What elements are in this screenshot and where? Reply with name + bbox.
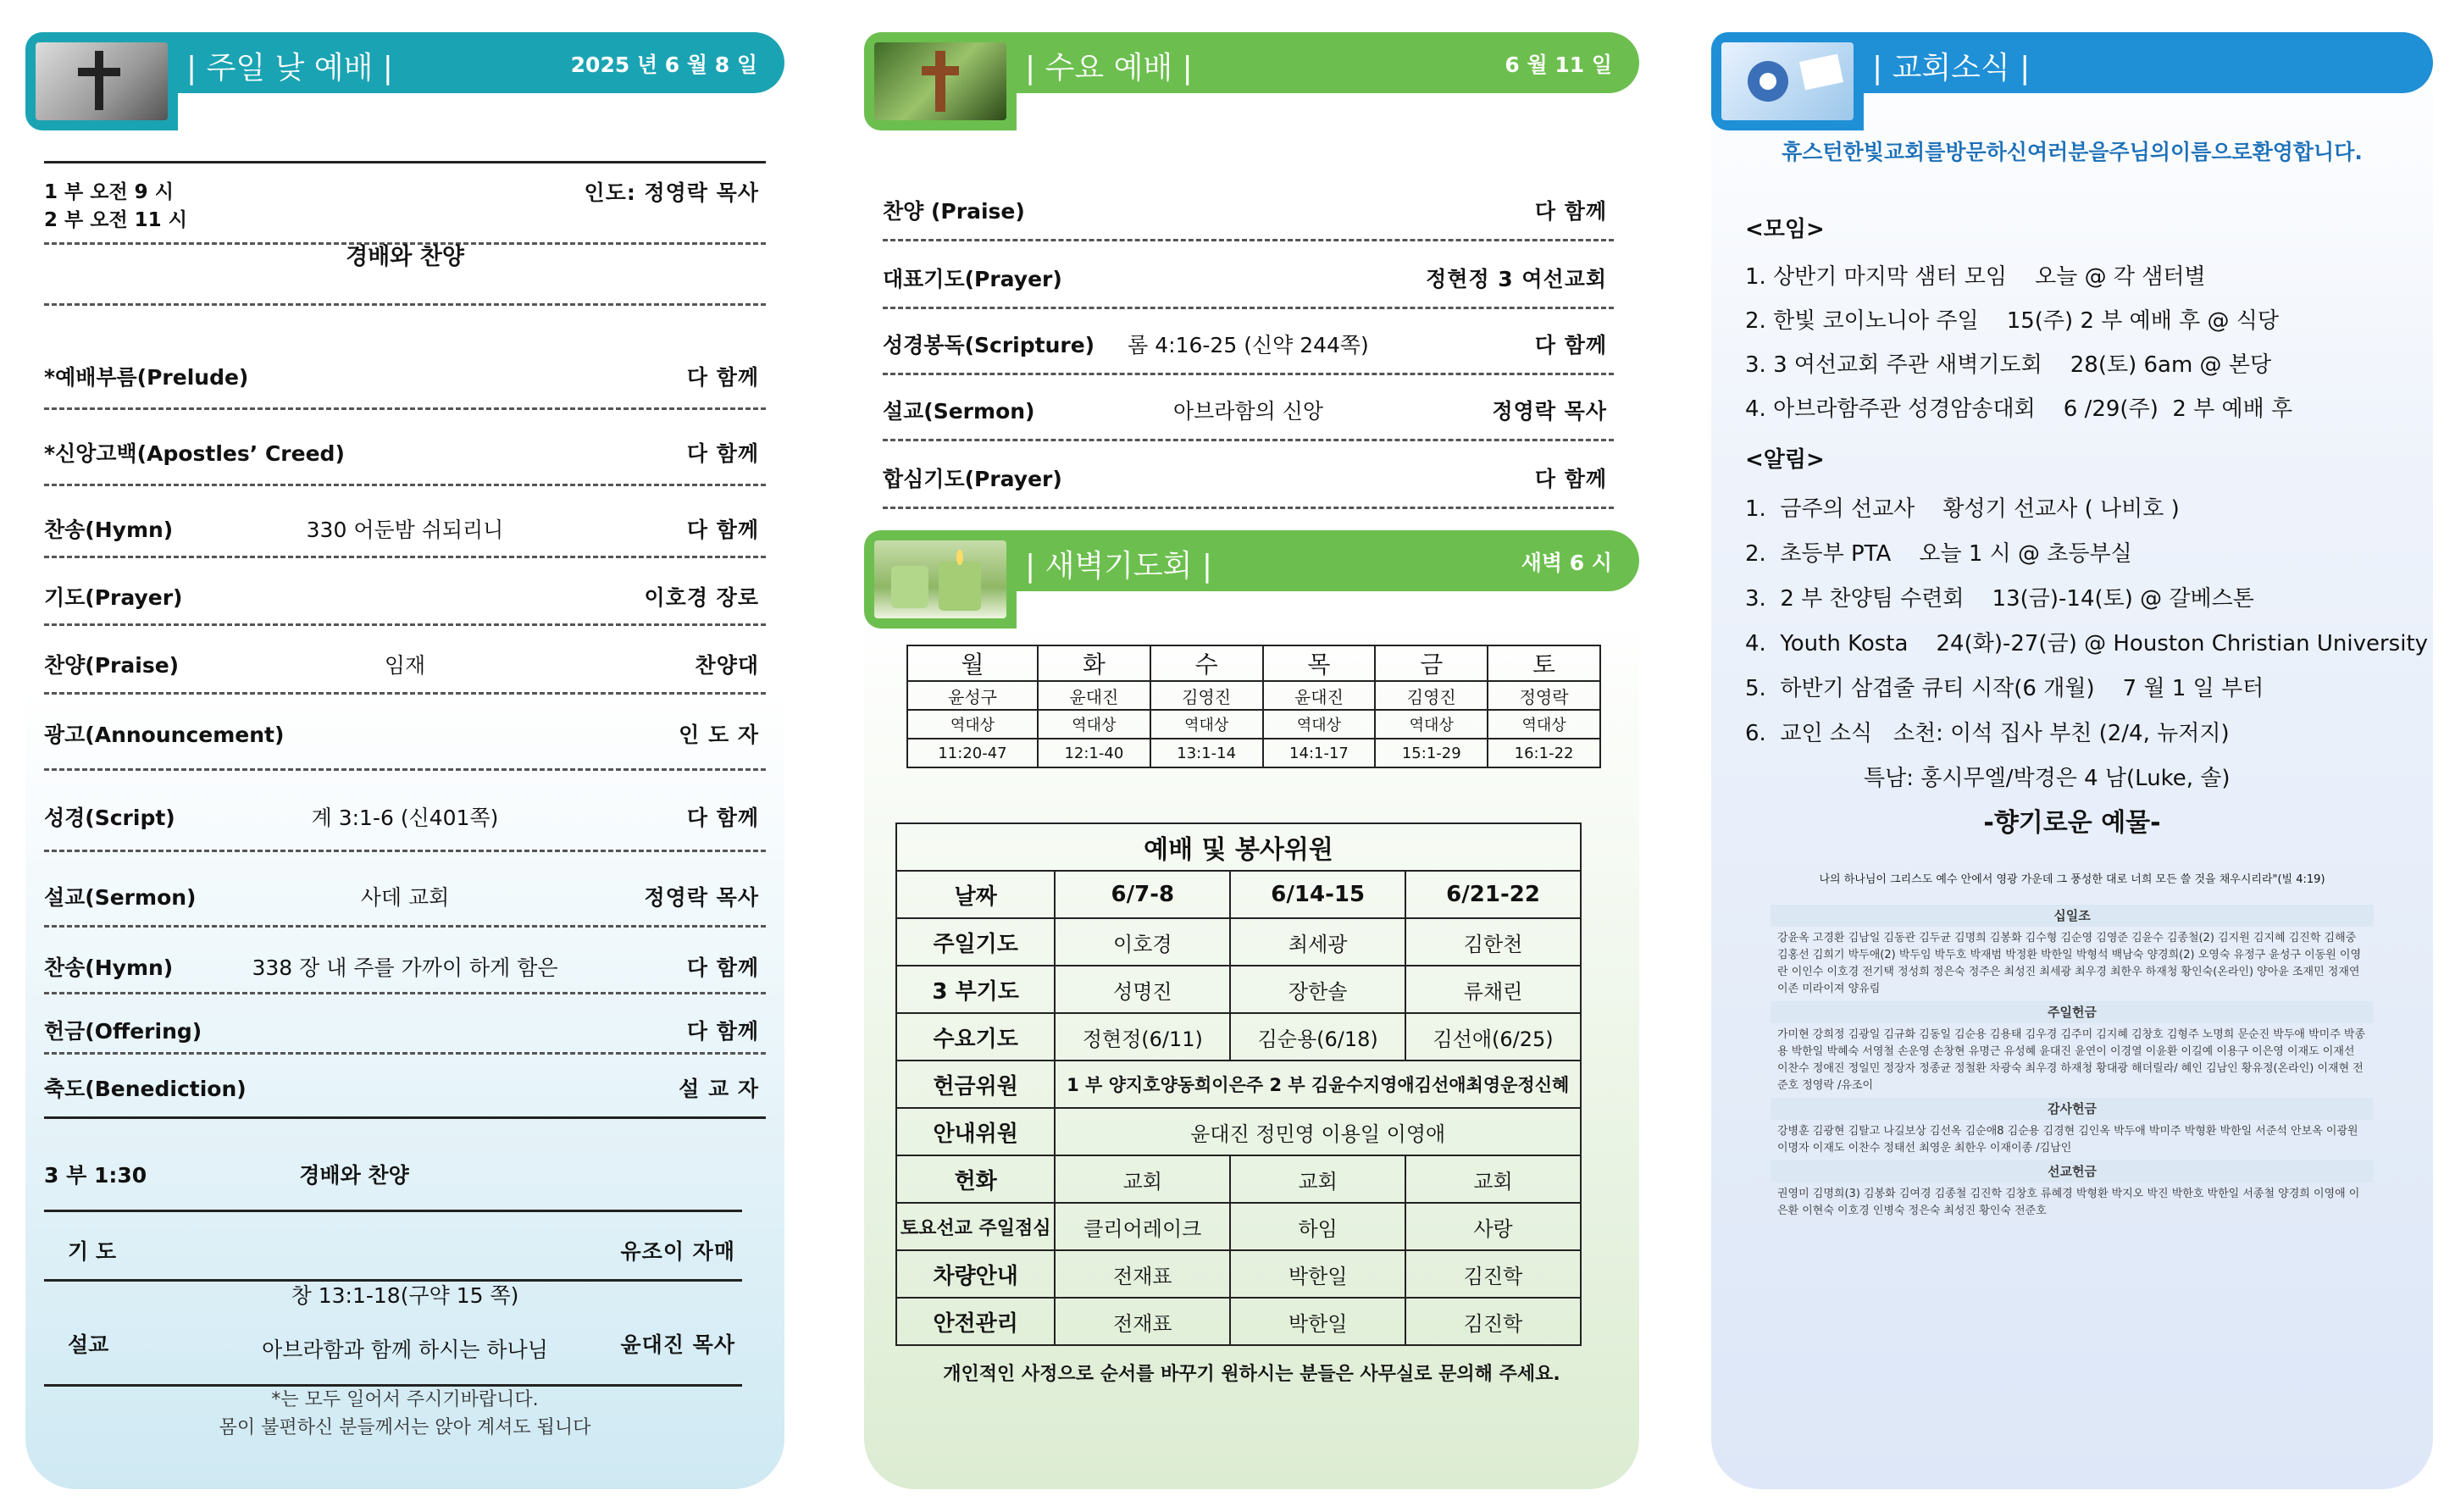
wednesday-thumb-frame bbox=[864, 32, 1017, 130]
wednesday-item-label: 설교(Sermon) bbox=[883, 399, 1035, 424]
program-item-person: 다 함께 bbox=[686, 441, 759, 466]
svc-cell: 김한천 bbox=[1405, 918, 1581, 966]
svc-cell: 박한일 bbox=[1230, 1250, 1405, 1298]
program-item-label: 찬양(Praise) bbox=[44, 653, 180, 678]
notice-item: 3. 2 부 찬양팀 수련회 13(금)-14(토) @ 갈베스톤 bbox=[1745, 586, 2254, 612]
wednesday-item-person: 다 함께 bbox=[1534, 333, 1607, 357]
row-divider bbox=[44, 850, 766, 852]
program-item-label: 광고(Announcement) bbox=[44, 723, 285, 747]
svc-cell: 정현정(6/11) bbox=[1055, 1013, 1230, 1061]
wednesday-row bbox=[883, 263, 1614, 293]
tithe-names: 강윤옥 고경환 김남일 김동관 김두균 김명희 김봉화 김수형 김순영 김영준 김윤수 김종철(2) 김지원 김지혜 김진학 김해중 김홍선 김희기 박두애(2) 박두임 박두호 박재범 박정환 박한일 박형석 백남숙 양경희(2) 오영숙 유정구 윤성구 이동원 이영란 이인수 이호경 전기택 정성희 정은숙 정주은 최성진 최세광 최우경 최한우 하재청 황인숙(온라인) 양아윤 조재민 정재연 이존 미라이져 양유림 bbox=[1777, 932, 2362, 995]
row-divider bbox=[44, 925, 766, 928]
third-sermon-title: 아브라함과 함께 하시는 하나님 bbox=[262, 1338, 548, 1362]
meeting-item: 4. 아브라함주관 성경암송대회 6 /29(주) 2 부 예배 후 bbox=[1745, 396, 2293, 422]
svc-cell: 안내위원 bbox=[896, 1108, 1055, 1155]
wednesday-item-detail: 롬 4:16-25 (신약 244쪽) bbox=[1128, 333, 1369, 357]
third-section: 경배와 찬양 bbox=[299, 1163, 409, 1188]
program-row bbox=[44, 437, 766, 468]
svc-head-cell: 6/14-15 bbox=[1230, 871, 1405, 918]
program-item-person: 다 함께 bbox=[686, 806, 759, 830]
dawn-cell: 역대상 bbox=[907, 710, 1038, 739]
sunday-worship-panel bbox=[25, 32, 784, 1489]
dawn-cell: 금 bbox=[1375, 645, 1488, 681]
meeting-item: 3. 3 여선교회 주관 새벽기도회 28(토) 6am @ 본당 bbox=[1745, 352, 2272, 378]
dawn-cell: 김영진 bbox=[1375, 681, 1488, 710]
program-item-label: 설교(Sermon) bbox=[44, 885, 197, 910]
program-row bbox=[44, 881, 766, 911]
wednesday-date: 6 월 11 일 bbox=[1505, 53, 1612, 77]
row-divider bbox=[883, 307, 1614, 309]
program-row bbox=[44, 951, 766, 982]
svc-cell: 교회 bbox=[1055, 1155, 1230, 1203]
notice-item: 6. 교인 소식 소천: 이석 집사 부친 (2/4, 뉴저지) bbox=[1745, 721, 2230, 746]
svc-cell: 이호경 bbox=[1055, 918, 1230, 966]
program-item-label: 헌금(Offering) bbox=[44, 1019, 202, 1044]
wednesday-item-label: 대표기도(Prayer) bbox=[883, 267, 1062, 291]
sunday-thumb-frame bbox=[25, 32, 178, 130]
dawn-cell: 12:1-40 bbox=[1038, 739, 1150, 767]
thanks-offering-names: 강병훈 김광현 김탈고 나길보상 김선옥 김순애8 김순용 김경현 김인옥 박두애 박미주 박형환 박한일 서준석 안보옥 이광원 이명자 이재도 이찬수 정태선 최영운 최한우 이재이종 /김남인 bbox=[1777, 1125, 2358, 1155]
dawn-thumb-frame bbox=[864, 530, 1017, 629]
svc-cell: 전재표 bbox=[1055, 1298, 1230, 1345]
program-item-person: 다 함께 bbox=[686, 955, 759, 980]
wednesday-title: | 수요 예배 | bbox=[1025, 51, 1193, 86]
svc-row bbox=[896, 966, 1581, 1013]
news-thumb-frame bbox=[1711, 32, 1864, 130]
program-item-detail: 330 어둔밤 쉬되리니 bbox=[306, 518, 504, 542]
third-preacher: 윤대진 목사 bbox=[620, 1332, 735, 1357]
sunday-date: 2025 년 6 월 8 일 bbox=[570, 53, 757, 77]
program-row bbox=[44, 361, 766, 391]
third-prayer-label: 기 도 bbox=[68, 1239, 117, 1264]
svc-row bbox=[896, 1108, 1581, 1155]
notice-item: 특남: 홍시무엘/박경은 4 남(Luke, 솔) bbox=[1864, 766, 2231, 791]
svc-row bbox=[896, 1013, 1581, 1061]
dawn-cell: 역대상 bbox=[1263, 710, 1376, 739]
wooden-cross-image bbox=[874, 42, 1006, 120]
dawn-cell: 역대상 bbox=[1375, 710, 1488, 739]
wednesday-row bbox=[883, 329, 1614, 359]
svc-head-cell: 6/21-22 bbox=[1405, 871, 1581, 918]
time-second: 2 부 오전 11 시 bbox=[44, 209, 187, 231]
flower-card-image bbox=[1721, 42, 1854, 120]
row-divider bbox=[44, 1116, 766, 1119]
meetings-heading: <모임> bbox=[1745, 217, 1825, 242]
svc-cell: 김선애(6/25) bbox=[1405, 1013, 1581, 1061]
program-row bbox=[44, 649, 766, 679]
dawn-cell: 목 bbox=[1263, 645, 1376, 681]
svc-row bbox=[896, 1203, 1581, 1250]
wednesday-item-label: 찬양 (Praise) bbox=[883, 199, 1025, 224]
row-divider bbox=[44, 692, 766, 695]
svc-cell: 류채린 bbox=[1405, 966, 1581, 1013]
program-row bbox=[44, 1072, 766, 1103]
notice-item: 1. 금주의 선교사 황성기 선교사 ( 나비호 ) bbox=[1745, 496, 2180, 522]
svc-cell: 장한솔 bbox=[1230, 966, 1405, 1013]
svc-cell: 사랑 bbox=[1405, 1203, 1581, 1250]
notice-item: 4. Youth Kosta 24(화)-27(금) @ Houston Christian University bbox=[1745, 631, 2429, 656]
tithe-heading: 십일조 bbox=[1771, 905, 2374, 927]
svc-row bbox=[896, 1298, 1581, 1345]
program-row bbox=[44, 718, 766, 749]
dawn-title: | 새벽기도회 | bbox=[1025, 549, 1213, 584]
church-news-panel bbox=[1711, 32, 2433, 1489]
third-scripture: 창 13:1-18(구약 15 쪽) bbox=[291, 1283, 519, 1308]
svc-cell: 헌금위원 bbox=[896, 1061, 1055, 1108]
svc-row bbox=[896, 1155, 1581, 1203]
notices-heading: <알림> bbox=[1745, 447, 1825, 473]
program-item-person: 설 교 자 bbox=[679, 1077, 759, 1101]
svc-title: 예배 및 봉사위원 bbox=[896, 823, 1581, 871]
leader: 인도: 정영락 목사 bbox=[584, 180, 759, 205]
dawn-cell: 화 bbox=[1038, 645, 1150, 681]
third-service-time: 3 부 1:30 bbox=[44, 1163, 147, 1188]
program-item-person: 이호경 장로 bbox=[644, 585, 759, 610]
svc-cell: 헌화 bbox=[896, 1155, 1055, 1203]
dawn-cell: 역대상 bbox=[1038, 710, 1150, 739]
wednesday-row bbox=[883, 462, 1614, 493]
dawn-time: 새벽 6 시 bbox=[1521, 551, 1612, 575]
svc-cell: 교회 bbox=[1230, 1155, 1405, 1203]
service-volunteer-table bbox=[895, 822, 1582, 1346]
row-divider bbox=[44, 1052, 766, 1055]
welcome-message: 휴스턴한빛교회를방문하신여러분을주님의이름으로환영합니다. bbox=[1782, 140, 2363, 164]
row-divider bbox=[44, 768, 766, 771]
sunday-offering-names: 가미현 강희정 김광일 김규화 김동일 김순용 김용태 김우경 김주미 김지혜 김창호 김형주 노명희 문순진 박두애 박미주 박종용 박한일 박혜숙 서영철 손운영 손창현 유명근 유성혜 윤대진 윤연이 이경열 이윤환 이길예 이용구 이은영 이재도 이재선 이찬수 정애진 정일민 정장자 정종균 정철환 차광숙 최우경 하재청 황대광 해더릴라/ 혜인 김남인 황유정(온라인) 이재현 전준호 정영락 /유조이 bbox=[1777, 1028, 2366, 1092]
svc-cell: 윤대진 정민영 이용일 이영애 bbox=[1055, 1108, 1581, 1155]
program-item-person: 다 함께 bbox=[686, 518, 759, 542]
offering-verse: 나의 하나님이 그리스도 예수 안에서 영광 가운데 그 풍성한 대로 너희 모든 쓸 것을 채우시리라"(빌 4:19) bbox=[1819, 872, 2325, 886]
svc-cell: 교회 bbox=[1405, 1155, 1581, 1203]
notice-item: 5. 하반기 삼겹줄 큐티 시작(6 개월) 7 월 1 일 부터 bbox=[1745, 676, 2264, 701]
program-row bbox=[44, 801, 766, 832]
row-divider bbox=[883, 507, 1614, 509]
program-item-detail: 계 3:1-6 (신401쪽) bbox=[311, 806, 499, 830]
program-item-person: 다 함께 bbox=[686, 365, 759, 390]
dawn-cell: 정영락 bbox=[1488, 681, 1600, 710]
svc-title-row bbox=[896, 823, 1581, 871]
seated-note: 몸이 불편하신 분들께서는 앉아 계셔도 됩니다 bbox=[219, 1416, 591, 1438]
program-item-label: 찬송(Hymn) bbox=[44, 518, 174, 542]
news-title: | 교회소식 | bbox=[1872, 51, 2031, 86]
svc-cell: 차량안내 bbox=[896, 1250, 1055, 1298]
program-item-label: 찬송(Hymn) bbox=[44, 955, 174, 980]
candle-image bbox=[874, 540, 1006, 618]
svc-cell: 박한일 bbox=[1230, 1298, 1405, 1345]
svc-cell: 김순용(6/18) bbox=[1230, 1013, 1405, 1061]
program-item-detail: 임재 bbox=[384, 653, 426, 678]
svc-cell: 3 부기도 bbox=[896, 966, 1055, 1013]
row-divider bbox=[44, 407, 766, 410]
dawn-cell: 11:20-47 bbox=[907, 739, 1038, 767]
svc-cell: 안전관리 bbox=[896, 1298, 1055, 1345]
meeting-item: 2. 한빛 코이노니아 주일 15(주) 2 부 예배 후 @ 식당 bbox=[1745, 308, 2280, 334]
svc-cell: 전재표 bbox=[1055, 1250, 1230, 1298]
sunday-offering-heading: 주일헌금 bbox=[1771, 1001, 2374, 1023]
wednesday-item-label: 합심기도(Prayer) bbox=[883, 467, 1062, 491]
dawn-cell: 수 bbox=[1150, 645, 1263, 681]
program-item-person: 정영락 목사 bbox=[644, 885, 759, 910]
section-heading: 경배와 찬양 bbox=[346, 243, 464, 270]
svc-cell: 수요기도 bbox=[896, 1013, 1055, 1061]
dawn-cell: 윤대진 bbox=[1038, 681, 1150, 710]
dawn-cell: 윤대진 bbox=[1263, 681, 1376, 710]
program-item-label: 축도(Benediction) bbox=[44, 1077, 247, 1101]
dawn-cell: 15:1-29 bbox=[1375, 739, 1488, 767]
row-divider bbox=[44, 623, 766, 626]
program-item-label: 성경(Script) bbox=[44, 806, 175, 830]
svc-cell: 1 부 양지호양동희이은주 2 부 김윤수지영애김선애최영운정신혜 bbox=[1055, 1061, 1581, 1108]
svc-cell: 성명진 bbox=[1055, 966, 1230, 1013]
dawn-row bbox=[907, 739, 1600, 767]
wednesday-row bbox=[883, 195, 1614, 225]
dawn-cell: 16:1-22 bbox=[1488, 739, 1600, 767]
svc-head-cell: 6/7-8 bbox=[1055, 871, 1230, 918]
svc-cell: 하임 bbox=[1230, 1203, 1405, 1250]
wednesday-row bbox=[883, 395, 1614, 425]
row-divider bbox=[44, 484, 766, 486]
row-divider bbox=[44, 556, 766, 558]
dawn-row bbox=[907, 681, 1600, 710]
dawn-cell: 토 bbox=[1488, 645, 1600, 681]
offering-title: -향기로운 예물- bbox=[1983, 808, 2161, 838]
cross-bible-image bbox=[36, 42, 168, 120]
wednesday-item-person: 다 함께 bbox=[1534, 199, 1607, 224]
dawn-cell: 윤성구 bbox=[907, 681, 1038, 710]
svc-cell: 주일기도 bbox=[896, 918, 1055, 966]
program-item-person: 다 함께 bbox=[686, 1019, 759, 1044]
svc-cell: 최세광 bbox=[1230, 918, 1405, 966]
standing-note: *는 모두 일어서 주시기바랍니다. bbox=[271, 1388, 539, 1410]
program-item-detail: 사데 교회 bbox=[360, 885, 450, 910]
sunday-title: | 주일 낮 예배 | bbox=[186, 51, 393, 86]
dawn-cell: 역대상 bbox=[1488, 710, 1600, 739]
dawn-cell: 김영진 bbox=[1150, 681, 1263, 710]
thanks-offering-heading: 감사헌금 bbox=[1771, 1098, 2374, 1120]
mission-offering-heading: 선교헌금 bbox=[1771, 1160, 2374, 1182]
program-item-label: *신앙고백(Apostles’ Creed) bbox=[44, 441, 345, 466]
program-item-detail: 338 장 내 주를 가까이 하게 함은 bbox=[252, 955, 558, 980]
row-divider bbox=[883, 239, 1614, 241]
dawn-cell: 역대상 bbox=[1150, 710, 1263, 739]
meeting-item: 1. 상반기 마지막 샘터 모임 오늘 @ 각 샘터별 bbox=[1745, 264, 2206, 290]
wednesday-item-label: 성경봉독(Scripture) bbox=[883, 333, 1095, 357]
svc-cell: 클리어레이크 bbox=[1055, 1203, 1230, 1250]
svc-row bbox=[896, 1250, 1581, 1298]
svc-head-row bbox=[896, 871, 1581, 918]
row-divider bbox=[883, 439, 1614, 441]
svc-row bbox=[896, 918, 1581, 966]
dawn-cell: 13:1-14 bbox=[1150, 739, 1263, 767]
offering-lists bbox=[1771, 905, 2374, 1223]
svc-cell: 토요선교 주일점심 bbox=[896, 1203, 1055, 1250]
dawn-cell: 월 bbox=[907, 645, 1038, 681]
wednesday-worship-panel bbox=[864, 32, 1639, 1489]
program-row bbox=[44, 581, 766, 612]
row-divider bbox=[883, 373, 1614, 375]
program-item-person: 찬양대 bbox=[695, 653, 759, 678]
wednesday-item-detail: 아브라함의 신앙 bbox=[1173, 399, 1323, 424]
wednesday-item-person: 정현정 3 여선교회 bbox=[1426, 267, 1607, 291]
svc-head-cell: 날짜 bbox=[896, 871, 1055, 918]
dawn-cell: 14:1-17 bbox=[1263, 739, 1376, 767]
wednesday-item-person: 정영락 목사 bbox=[1492, 399, 1607, 424]
row-divider bbox=[44, 992, 766, 994]
third-prayer-person: 유조이 자매 bbox=[620, 1239, 735, 1264]
program-item-person: 인 도 자 bbox=[679, 723, 759, 747]
time-first: 1 부 오전 9 시 bbox=[44, 181, 174, 203]
program-row bbox=[44, 513, 766, 544]
svc-cell: 김진학 bbox=[1405, 1250, 1581, 1298]
program-row bbox=[44, 1015, 766, 1045]
notice-item: 2. 초등부 PTA 오늘 1 시 @ 초등부실 bbox=[1745, 541, 2132, 567]
dawn-row bbox=[907, 645, 1600, 681]
third-sermon-label: 설교 bbox=[68, 1332, 109, 1357]
wednesday-item-person: 다 함께 bbox=[1534, 467, 1607, 491]
dawn-schedule-table bbox=[906, 645, 1601, 768]
svc-row bbox=[896, 1061, 1581, 1108]
mission-offering-names: 권영미 김명희(3) 김봉화 김여경 김종철 김진학 김창호 류혜경 박형환 박지오 박진 박한호 박한일 서종철 양경희 이영애 이은환 이현숙 이호경 인병숙 정은숙 최성진 황인숙 전준호 bbox=[1777, 1188, 2360, 1217]
program-item-label: *예배부름(Prelude) bbox=[44, 365, 249, 390]
program-item-label: 기도(Prayer) bbox=[44, 585, 183, 610]
change-request-note: 개인적인 사정으로 순서를 바꾸기 원하시는 분들은 사무실로 문의해 주세요. bbox=[943, 1363, 1560, 1385]
svc-cell: 김진학 bbox=[1405, 1298, 1581, 1345]
dawn-row bbox=[907, 710, 1600, 739]
